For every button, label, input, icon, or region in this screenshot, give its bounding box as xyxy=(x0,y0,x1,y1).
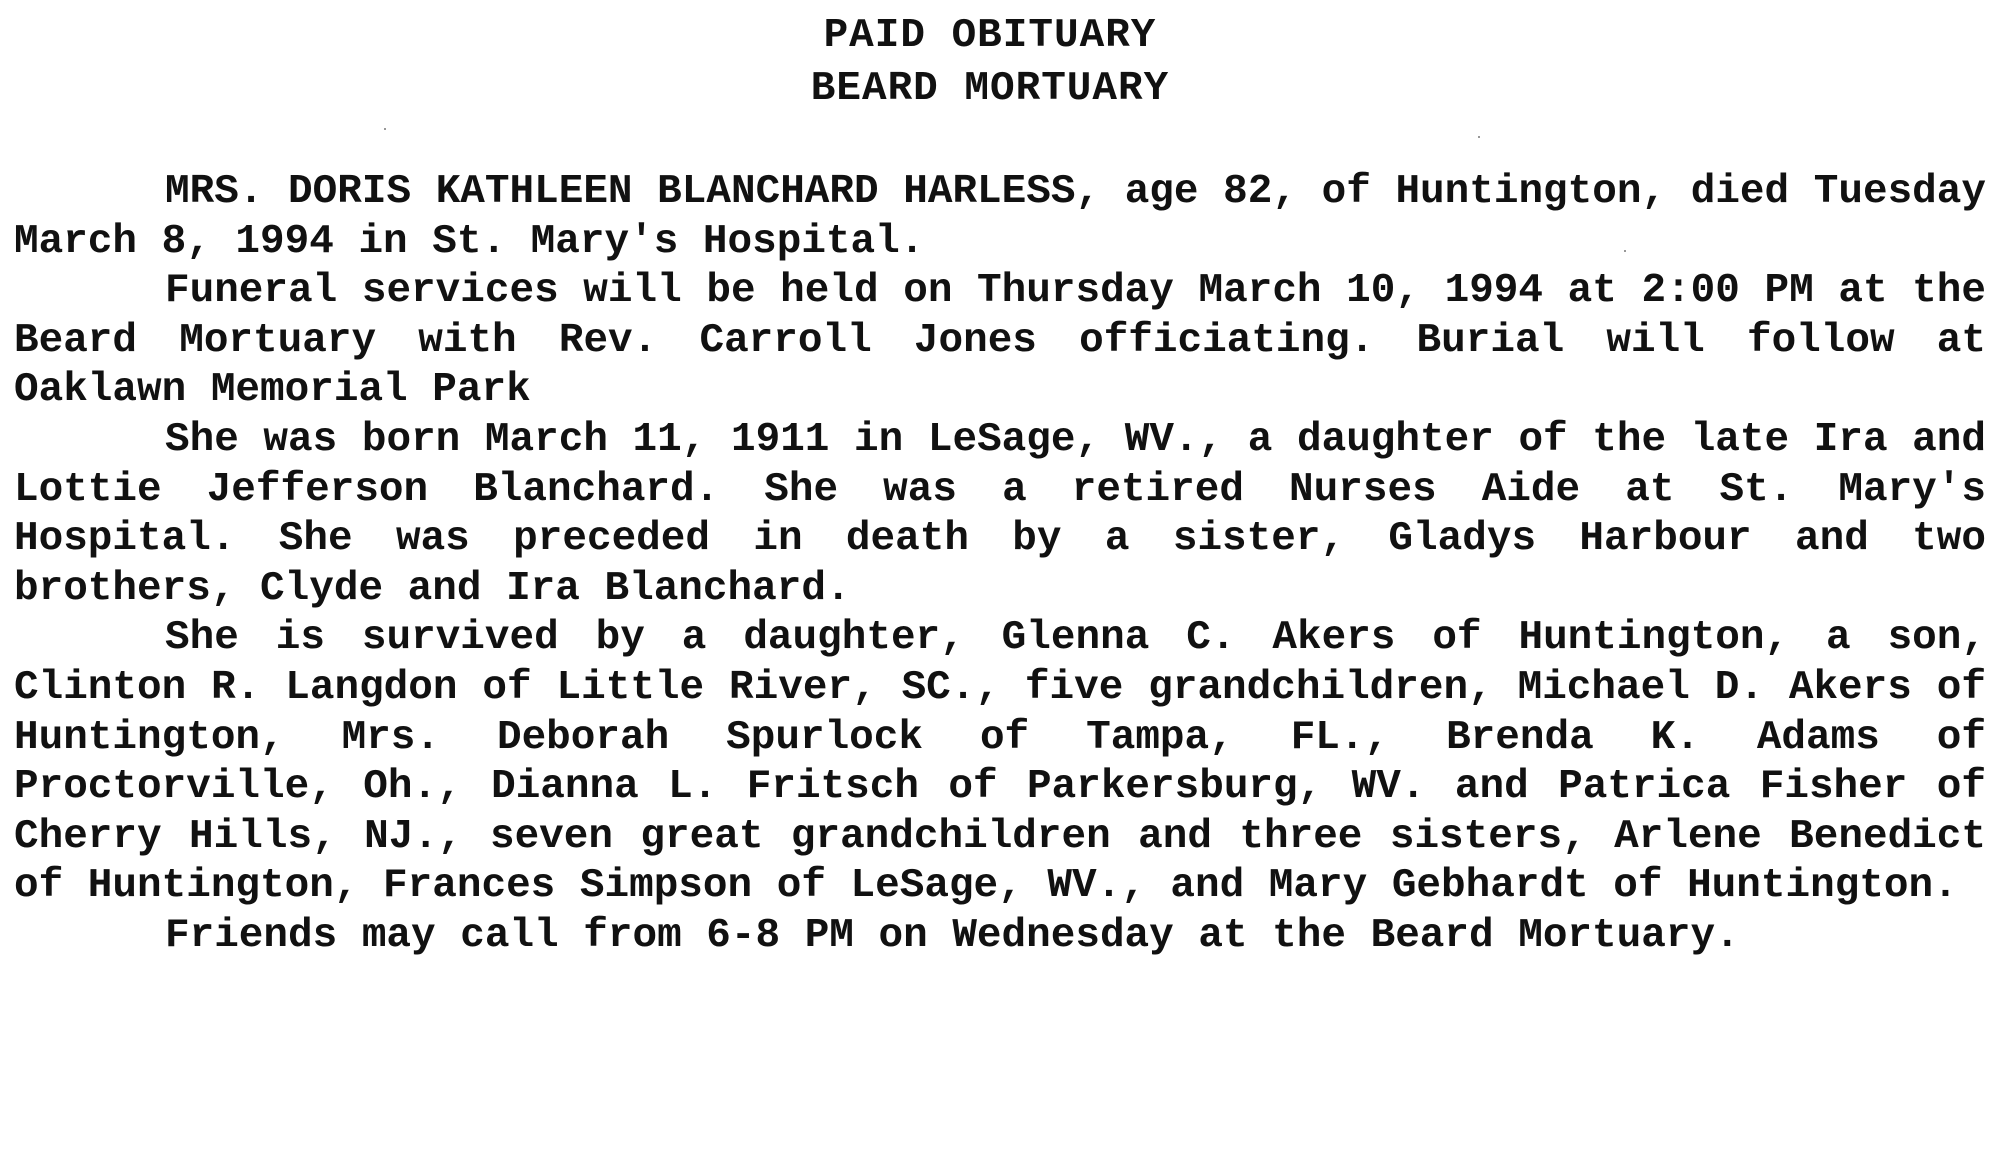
scan-speck xyxy=(1624,250,1626,252)
scan-speck xyxy=(1478,136,1480,138)
paragraph-biography: She was born March 11, 1911 in LeSage, WV., a daughter of the late Ira and Lottie Jefferson Blanchard. She was a retired Nurses Aide at St. Mary's Hospital. She was preceded in death by a sister, Gladys Harbour and two brothers, Clyde and Ira Blanchard. xyxy=(14,416,1986,612)
paragraph-funeral-services: Funeral services will be held on Thursday March 10, 1994 at 2:00 PM at the Beard Mortuary with Rev. Carroll Jones officiating. Burial will follow at Oaklawn Memorial Park xyxy=(14,268,1986,414)
paragraph-announcement: MRS. DORIS KATHLEEN BLANCHARD HARLESS, age 82, of Huntington, died Tuesday March 8, 1994 in St. Mary's Hospital. xyxy=(14,169,1986,265)
paragraph-survivors: She is survived by a daughter, Glenna C. Akers of Huntington, a son, Clinton R. Langdon of Little River, SC., five grandchildren, Michael D. Akers of Huntington, Mrs. Deborah Spurlock of Tampa, FL., Brenda K. Adams of Proctorville, Oh., Dianna L. Fritsch of Parkersburg, WV. and Patrica Fisher of Cherry Hills, NJ., seven great grandchildren and three sisters, Arlene Benedict of Huntington, Frances Simpson of LeSage, WV., and Mary Gebhardt of Huntington. xyxy=(14,615,1986,910)
obituary-body xyxy=(14,168,1986,962)
header-title: PAID OBITUARY xyxy=(823,13,1157,59)
scan-speck xyxy=(384,128,386,130)
obituary-document xyxy=(14,10,1986,962)
header-subtitle: BEARD MORTUARY xyxy=(810,66,1170,112)
document-header xyxy=(0,10,1986,116)
paragraph-visitation: Friends may call from 6-8 PM on Wednesday at the Beard Mortuary. xyxy=(165,912,1740,959)
